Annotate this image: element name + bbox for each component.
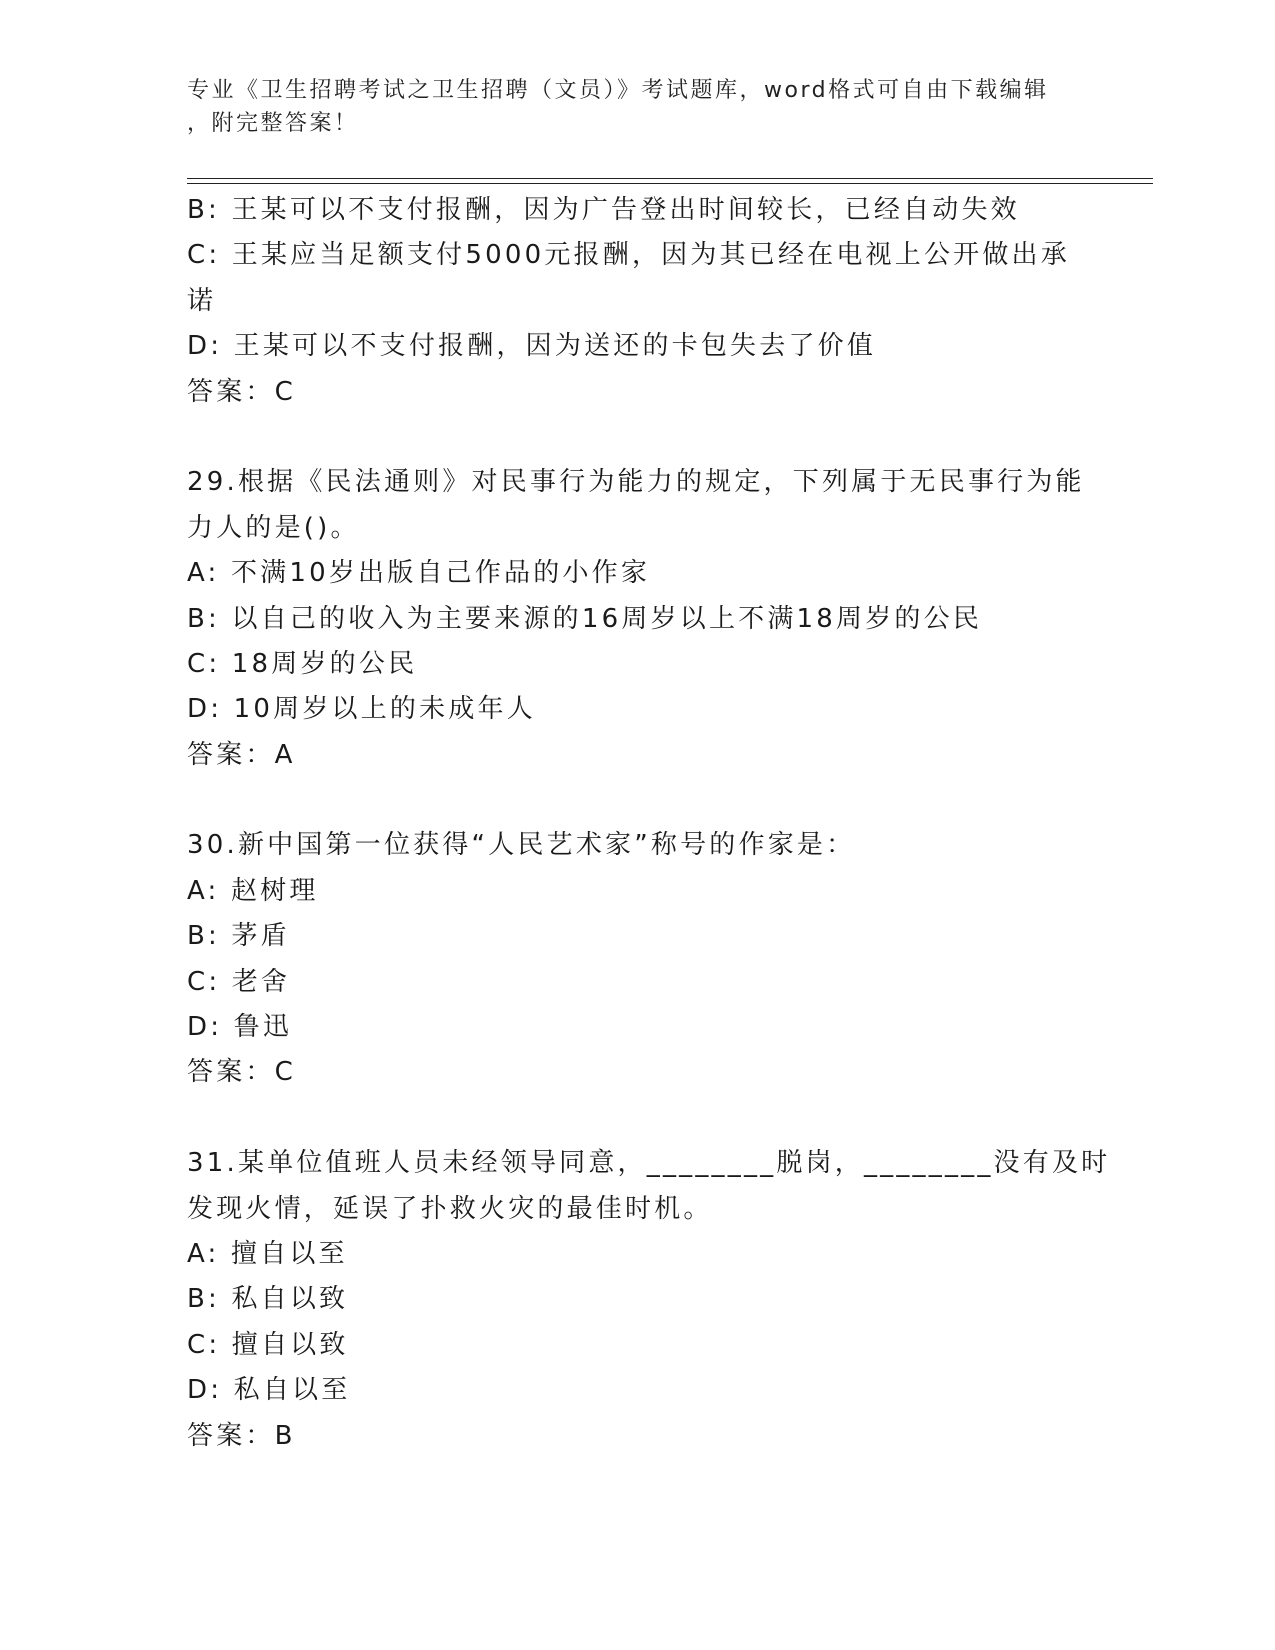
question-stem: 30.新中国第一位获得“人民艺术家”称号的作家是： xyxy=(187,830,856,861)
option-c: C: 擅自以致 xyxy=(187,1329,349,1360)
question-stem-continued: 力人的是()。 xyxy=(187,512,360,543)
option-d: D: 私自以至 xyxy=(187,1375,351,1406)
header-line-2: ，附完整答案！ xyxy=(187,111,359,136)
option-a: A: 擅自以至 xyxy=(187,1238,348,1269)
question-stem-continued: 发现火情，延误了扑救火灾的最佳时机。 xyxy=(187,1193,713,1224)
option-c: C: 王某应当足额支付5000元报酬，因为其已经在电视上公开做出承 xyxy=(187,240,1070,271)
document-header xyxy=(187,74,1087,140)
spacer xyxy=(187,1096,1087,1141)
question-stem: 31.某单位值班人员未经领导同意，________脱岗，________没有及时 xyxy=(187,1148,1111,1179)
question-29 xyxy=(187,460,1087,778)
option-b: B: 王某可以不支付报酬，因为广告登出时间较长，已经自动失效 xyxy=(187,195,1020,225)
option-c: C: 18周岁的公民 xyxy=(187,648,418,679)
question-list xyxy=(187,188,1111,1459)
option-b: B: 以自己的收入为主要来源的16周岁以上不满18周岁的公民 xyxy=(187,603,983,634)
spacer xyxy=(187,778,1087,823)
option-c: C: 老舍 xyxy=(187,966,291,997)
option-a: A: 赵树理 xyxy=(187,875,319,906)
spacer xyxy=(187,415,1087,460)
answer-line: 答案：B xyxy=(187,1420,296,1451)
header-rule-bottom xyxy=(187,183,1153,184)
answer-line: 答案：A xyxy=(187,739,296,770)
option-d: D: 王某可以不支付报酬，因为送还的卡包失去了价值 xyxy=(187,331,877,362)
header-rule-top xyxy=(187,178,1153,179)
question-28 xyxy=(187,188,1087,415)
answer-line: 答案：C xyxy=(187,376,296,407)
question-stem: 29.根据《民法通则》对民事行为能力的规定，下列属于无民事行为能 xyxy=(187,467,1085,498)
header-line-1: 专业《卫生招聘考试之卫生招聘（文员）》考试题库，word格式可自由下载编辑 xyxy=(187,78,1049,103)
question-30 xyxy=(187,823,1087,1095)
option-b: B: 私自以致 xyxy=(187,1284,349,1315)
question-31 xyxy=(187,1141,1111,1459)
option-c-continued: 诺 xyxy=(187,285,217,316)
answer-line: 答案：C xyxy=(187,1057,296,1088)
option-d: D: 鲁迅 xyxy=(187,1012,293,1043)
option-a: A: 不满10岁出版自己作品的小作家 xyxy=(187,558,651,589)
option-d: D: 10周岁以上的未成年人 xyxy=(187,694,536,725)
option-b: B: 茅盾 xyxy=(187,921,290,952)
